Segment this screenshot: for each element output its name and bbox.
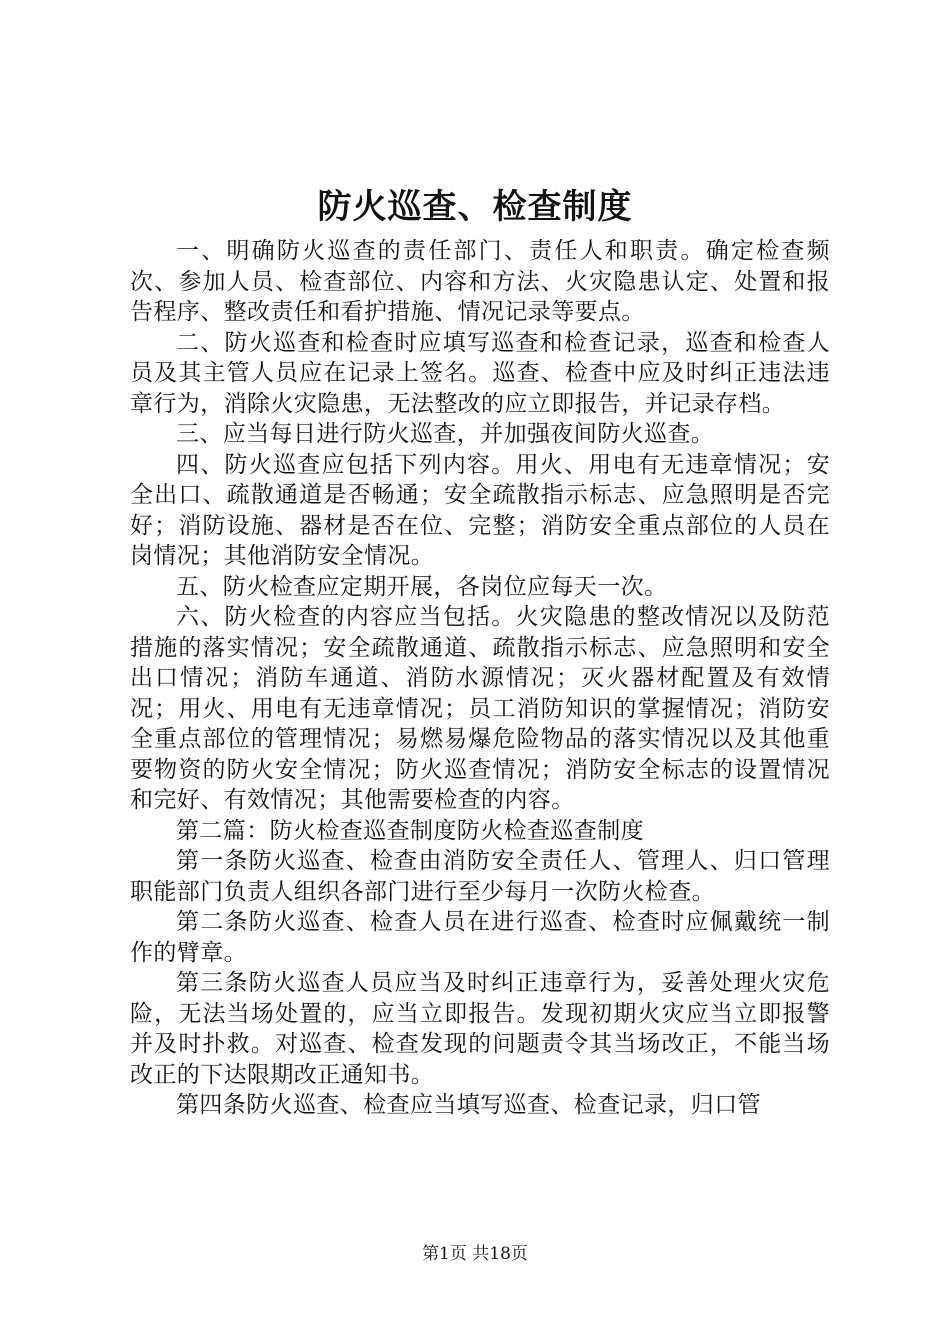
article-1: 第一条防火巡查、检查由消防安全责任人、管理人、归口管理职能部门负责人组织各部门进行至少每月一次防火检查。 xyxy=(130,848,830,905)
paragraph-4: 四、防火巡查应包括下列内容。用火、用电有无违章情况；安全出口、疏散通道是否畅通；安全疏散指示标志、应急照明是否完好；消防设施、器材是否在位、完整；消防安全重点部位的人员在岗情况；其他消防安全情况。 xyxy=(130,451,830,569)
section-heading-part-2: 第二篇：防火检查巡查制度防火检查巡查制度 xyxy=(176,817,644,844)
article-2: 第二条防火巡查、检查人员在进行巡查、检查时应佩戴统一制作的臂章。 xyxy=(130,909,830,966)
paragraph-6: 六、防火检查的内容应当包括。火灾隐患的整改情况以及防范措施的落实情况；安全疏散通道、疏散指示标志、应急照明和安全出口情况；消防车通道、消防水源情况；灭火器材配置及有效情况；用火、用电有无违章情况；员工消防知识的掌握情况；消防安全重点部位的管理情况；易燃易爆危险物品的落实情况以及其他重要物资的防火安全情况；防火巡查情况；消防安全标志的设置情况和完好、有效情况；其他需要检查的内容。 xyxy=(130,604,830,813)
document-body xyxy=(130,236,830,1121)
paragraph-5: 五、防火检查应定期开展，各岗位应每天一次。 xyxy=(176,573,668,600)
article-4: 第四条防火巡查、检查应当填写巡查、检查记录，归口管 xyxy=(176,1092,761,1118)
page-number-footer: 第1页 共18页 xyxy=(422,1244,528,1264)
document-title: 防火巡查、检查制度 xyxy=(317,187,633,227)
article-3: 第三条防火巡查人员应当及时纠正违章行为，妥善处理火灾危险，无法当场处置的，应当立即报告。发现初期火灾应当立即报警并及时扑救。对巡查、检查发现的问题责令其当场改正，不能当场改正的下达限期改正通知书。 xyxy=(130,970,830,1088)
paragraph-1: 一、明确防火巡查的责任部门、责任人和职责。确定检查频次、参加人员、检查部位、内容和方法、火灾隐患认定、处置和报告程序、整改责任和看护措施、情况记录等要点。 xyxy=(130,238,830,325)
paragraph-2: 二、防火巡查和检查时应填写巡查和检查记录，巡查和检查人员及其主管人员应在记录上签名。巡查、检查中应及时纠正违法违章行为，消除火灾隐患，无法整改的应立即报告，并记录存档。 xyxy=(130,329,830,417)
paragraph-3: 三、应当每日进行防火巡查，并加强夜间防火巡查。 xyxy=(176,421,715,447)
